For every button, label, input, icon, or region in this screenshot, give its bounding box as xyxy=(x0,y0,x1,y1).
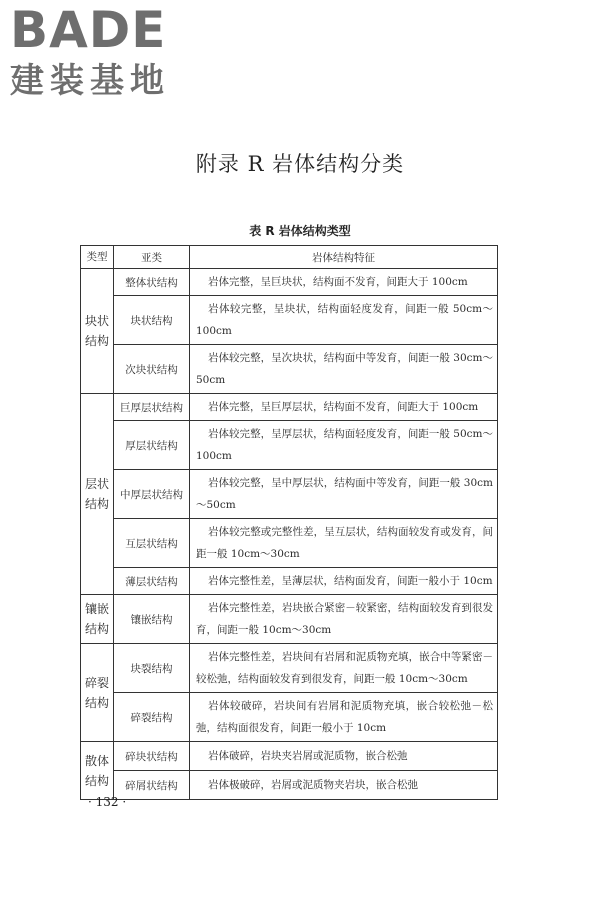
subtype-cell: 块状结构 xyxy=(114,296,190,345)
subtype-cell: 整体状结构 xyxy=(114,269,190,296)
brand-logo xyxy=(10,1,170,101)
table-header-row xyxy=(81,246,498,269)
logo-wordmark: BADE xyxy=(10,1,167,59)
type-cell: 块状结构 xyxy=(81,269,114,394)
table-row xyxy=(81,644,498,693)
feature-cell: 岩体完整，呈巨厚层状，结构面不发育，间距大于 100cm xyxy=(190,394,498,421)
table-row xyxy=(81,693,498,742)
table-row xyxy=(81,394,498,421)
subtype-cell: 次块状结构 xyxy=(114,345,190,394)
type-cell: 碎裂结构 xyxy=(81,644,114,742)
feature-cell: 岩体完整性差，岩块嵌合紧密－较紧密，结构面较发育到很发育，间距一般 10cm～30cm xyxy=(190,595,498,644)
table-row xyxy=(81,568,498,595)
subtype-cell: 碎裂结构 xyxy=(114,693,190,742)
table-row xyxy=(81,519,498,568)
table-row xyxy=(81,296,498,345)
table-row xyxy=(81,421,498,470)
type-cell: 散体结构 xyxy=(81,742,114,800)
feature-cell: 岩体完整，呈巨块状，结构面不发育，间距大于 100cm xyxy=(190,269,498,296)
table-row xyxy=(81,595,498,644)
subtype-cell: 巨厚层状结构 xyxy=(114,394,190,421)
appendix-title: 附录 R 岩体结构分类 xyxy=(195,152,405,176)
page-number: · 132 · xyxy=(88,795,127,809)
table-row xyxy=(81,345,498,394)
table-row xyxy=(81,771,498,800)
subtype-cell: 中厚层状结构 xyxy=(114,470,190,519)
table-row xyxy=(81,742,498,771)
feature-cell: 岩体极破碎，岩屑或泥质物夹岩块，嵌合松弛 xyxy=(190,771,498,800)
type-cell: 镶嵌结构 xyxy=(81,595,114,644)
logo-subtitle: 建装基地 xyxy=(10,61,170,101)
feature-cell: 岩体较完整，呈次块状，结构面中等发育，间距一般 30cm～50cm xyxy=(190,345,498,394)
rock-structure-table xyxy=(80,245,498,800)
header-subtype: 亚类 xyxy=(114,246,190,269)
table-caption: 表 R 岩体结构类型 xyxy=(249,224,351,238)
feature-cell: 岩体完整性差，呈薄层状，结构面发育，间距一般小于 10cm xyxy=(190,568,498,595)
subtype-cell: 碎屑状结构 xyxy=(114,771,190,800)
subtype-cell: 互层状结构 xyxy=(114,519,190,568)
feature-cell: 岩体较破碎，岩块间有岩屑和泥质物充填，嵌合较松弛－松弛，结构面很发育，间距一般小于 10cm xyxy=(190,693,498,742)
feature-cell: 岩体较完整，呈中厚层状，结构面中等发育，间距一般 30cm～50cm xyxy=(190,470,498,519)
subtype-cell: 镶嵌结构 xyxy=(114,595,190,644)
feature-cell: 岩体较完整或完整性差，呈互层状，结构面较发育或发育，间距一般 10cm～30cm xyxy=(190,519,498,568)
feature-cell: 岩体破碎，岩块夹岩屑或泥质物，嵌合松弛 xyxy=(190,742,498,771)
feature-cell: 岩体较完整，呈厚层状，结构面轻度发育，间距一般 50cm～100cm xyxy=(190,421,498,470)
header-features: 岩体结构特征 xyxy=(190,246,498,269)
header-type: 类型 xyxy=(81,246,114,269)
feature-cell: 岩体完整性差，岩块间有岩屑和泥质物充填，嵌合中等紧密－较松弛，结构面较发育到很发育，间距一般 10cm～30cm xyxy=(190,644,498,693)
subtype-cell: 厚层状结构 xyxy=(114,421,190,470)
table-row xyxy=(81,269,498,296)
table-row xyxy=(81,470,498,519)
subtype-cell: 碎块状结构 xyxy=(114,742,190,771)
subtype-cell: 块裂结构 xyxy=(114,644,190,693)
type-cell: 层状结构 xyxy=(81,394,114,595)
feature-cell: 岩体较完整，呈块状，结构面轻度发育，间距一般 50cm～100cm xyxy=(190,296,498,345)
subtype-cell: 薄层状结构 xyxy=(114,568,190,595)
